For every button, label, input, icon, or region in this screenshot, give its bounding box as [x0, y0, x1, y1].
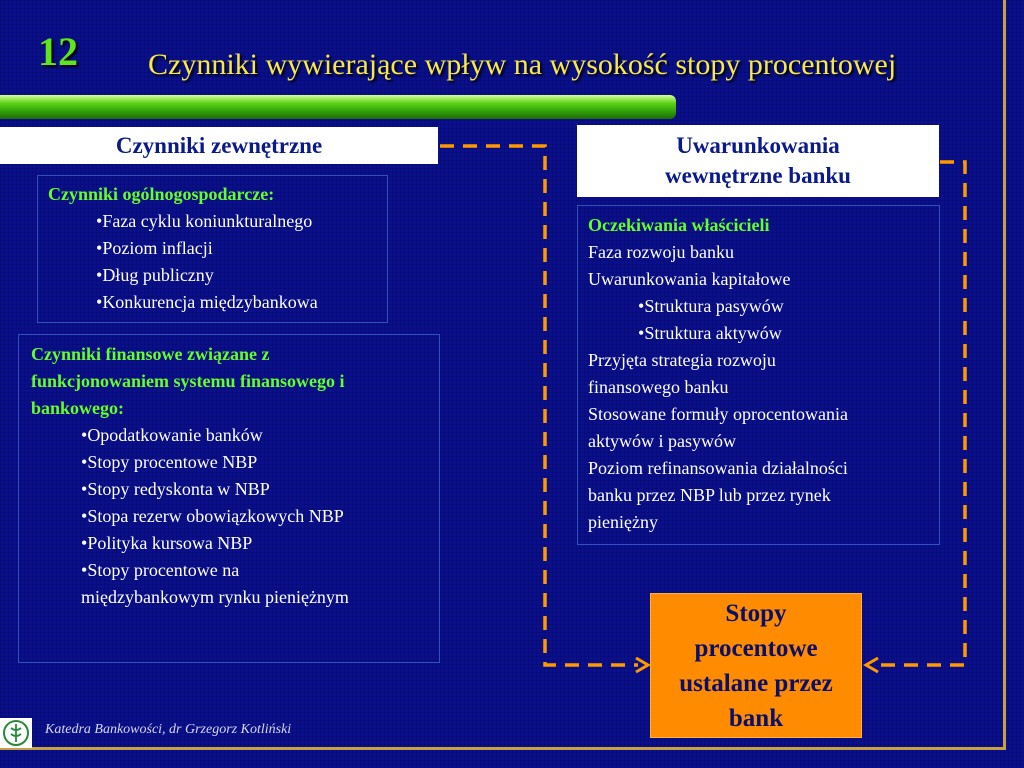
internal-conditions-header: [577, 125, 939, 197]
general-factors-heading: Czynniki ogólnogospodarcze:: [48, 184, 275, 204]
internal-line: pieniężny: [588, 512, 658, 532]
internal-line: Stosowane formuły oprocentowania: [588, 404, 848, 424]
list-item: •Dług publiczny: [96, 265, 214, 285]
list-item: •Faza cyklu koniunkturalnego: [96, 211, 313, 231]
financial-factors-heading: Czynniki finansowe związane z funkcjonowaniem systemu finansowego i bankowego:: [31, 344, 345, 418]
university-logo-icon: [0, 718, 32, 748]
list-item: •Poziom inflacji: [96, 238, 213, 258]
slide-title: Czynniki wywierające wpływ na wysokość stopy procentowej: [148, 48, 897, 81]
list-item: •Stopy procentowe na: [81, 560, 240, 580]
bank-interest-rates-box: Stopy procentowe ustalane przez bank: [650, 593, 862, 738]
list-item: •Polityka kursowa NBP: [81, 533, 253, 553]
arrowhead-right: [866, 658, 878, 672]
internal-header-line1: Uwarunkowania: [676, 133, 840, 158]
internal-line: Poziom refinansowania działalności: [588, 458, 848, 478]
internal-line: finansowego banku: [588, 377, 729, 397]
list-item: •Struktura pasywów: [638, 296, 784, 316]
list-item: •Stopy redyskonta w NBP: [81, 479, 270, 499]
internal-line: Przyjęta strategia rozwoju: [588, 350, 776, 370]
internal-line: Faza rozwoju banku: [588, 242, 734, 262]
internal-line: banku przez NBP lub przez rynek: [588, 485, 831, 505]
internal-line: Uwarunkowania kapitałowe: [588, 269, 791, 289]
list-item: •Konkurencja międzybankowa: [96, 292, 318, 312]
internal-line: aktywów i pasywów: [588, 431, 736, 451]
slide-number: 12: [38, 29, 78, 74]
list-item: •Stopy procentowe NBP: [81, 452, 258, 472]
list-item: •Struktura aktywów: [638, 323, 782, 343]
general-economic-factors-box: [37, 175, 388, 323]
footer-text: Katedra Bankowości, dr Grzegorz Kotliński: [45, 722, 292, 737]
owners-expectations-heading: Oczekiwania właścicieli: [588, 215, 770, 235]
financial-factors-box: [18, 334, 440, 663]
list-item-continuation: międzybankowym rynku pieniężnym: [81, 587, 349, 607]
internal-conditions-box: [577, 205, 940, 545]
internal-header-line2: wewnętrzne banku: [665, 163, 851, 188]
external-factors-header: Czynniki zewnętrzne: [0, 127, 438, 164]
list-item: •Stopa rezerw obowiązkowych NBP: [81, 506, 344, 526]
list-item: •Opodatkowanie banków: [81, 425, 263, 445]
